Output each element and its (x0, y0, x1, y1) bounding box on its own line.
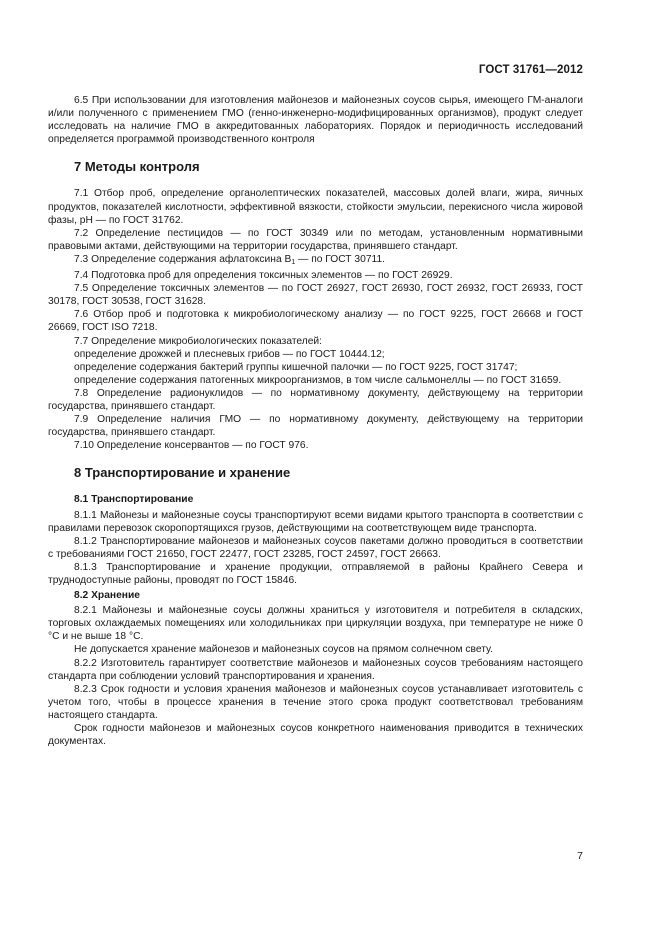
section-8-heading: 8 Транспортирование и хранение (74, 465, 291, 481)
paragraph-7-7-yeasts: определение дрожжей и плесневых грибов — по ГОСТ 10444.12; (74, 348, 385, 360)
paragraph-7-3-reference: — по ГОСТ 30711. (295, 253, 386, 265)
paragraph-8-1-2: 8.1.2 Транспортирование майонезов и майонезных соусов пакетами должно проводиться в соответствии с требованиями ГОСТ 21650, ГОСТ 22477, ГОСТ 23285, ГОСТ 24597, ГОСТ 26663. (48, 535, 583, 560)
paragraph-7-8: 7.8 Определение радионуклидов — по нормативному документу, действующему на территории государства, принявшего стандарт. (48, 387, 583, 412)
document-header: ГОСТ 31761—2012 (478, 64, 583, 76)
paragraph-7-3 (48, 253, 583, 269)
paragraph-7-5: 7.5 Определение токсичных элементов — по ГОСТ 26927, ГОСТ 26930, ГОСТ 26932, ГОСТ 26933, ГОСТ 30178, ГОСТ 30538, ГОСТ 31628. (48, 283, 583, 308)
paragraph-7-4: 7.4 Подготовка проб для определения токсичных элементов — по ГОСТ 26929. (74, 270, 453, 282)
subsection-8-2-heading: 8.2 Хранение (74, 590, 140, 602)
paragraph-7-7: 7.7 Определение микробиологических показателей: (74, 335, 323, 347)
document-body (48, 94, 583, 748)
paragraph-7-10: 7.10 Определение консервантов — по ГОСТ 976. (74, 440, 309, 452)
paragraph-7-2: 7.2 Определение пестицидов — по ГОСТ 30349 или по методам, установленным нормативными правовыми актами, действующими на территории государства, принявшего стандарт. (48, 227, 583, 252)
page-number: 7 (577, 850, 583, 862)
paragraph-7-9: 7.9 Определение наличия ГМО — по нормативному документу, действующему на территории государства, принявшего стандарт. (48, 414, 583, 439)
paragraph-7-3-text: 7.3 Определение содержания афлатоксина В (74, 253, 292, 265)
paragraph-8-2-3: 8.2.3 Срок годности и условия хранения майонезов и майонезных соусов устанавливает изготовитель с учетом того, чтобы в процессе хранения в течение этого срока продукт соответствовал требованиям настоящего стандарта. (48, 683, 583, 721)
paragraph-8-2-3-shelf-life: Срок годности майонезов и майонезных соусов конкретного наименования приводится в технических документах. (48, 723, 583, 748)
subsection-8-1-heading: 8.1 Транспортирование (74, 494, 194, 506)
paragraph-8-2-1: 8.2.1 Майонезы и майонезные соусы должны храниться у изготовителя и потребителя в складских, торговых охлаждаемых помещениях или холодильниках при циркуляции воздуха, при температуре не ниже 0 °С и не выше 18 °С. (48, 605, 583, 643)
paragraph-7-3-subscript: 1 (291, 258, 296, 266)
paragraph-7-6: 7.6 Отбор проб и подготовка к микробиологическому анализу — по ГОСТ 9225, ГОСТ 26668 и ГОСТ 26669, ГОСТ ISO 7218. (48, 309, 583, 334)
section-7-heading: 7 Методы контроля (74, 159, 200, 175)
paragraph-7-1: 7.1 Отбор проб, определение органолептических показателей, массовых долей влаги, жира, яичных продуктов, показателей кислотности, эффективной вязкости, стойкости эмульсии, перекисного числа жировой фазы, рН — по ГОСТ 31762. (48, 188, 583, 226)
paragraph-7-7-coliforms: определение содержания бактерий группы кишечной палочки — по ГОСТ 9225, ГОСТ 31747; (74, 361, 518, 373)
paragraph-8-2-2: 8.2.2 Изготовитель гарантирует соответствие майонезов и майонезных соусов требованиям настоящего стандарта при соблюдении условий транспортирования и хранения. (48, 657, 583, 682)
paragraph-7-7-pathogens: определение содержания патогенных микроорганизмов, в том числе сальмонеллы — по ГОСТ 31659. (74, 374, 562, 386)
paragraph-8-1-1: 8.1.1 Майонезы и майонезные соусы транспортируют всеми видами крытого транспорта в соответствии с правилами перевозок скоропортящихся грузов, действующими на соответствующем виде транспорта. (48, 509, 583, 534)
paragraph-6-5: 6.5 При использовании для изготовления майонезов и майонезных соусов сырья, имеющего ГМ-аналоги и/или полученного с применением ГМО (генно-инженерно-модифицированных организмов), продукт следует исследовать на наличие ГМО в аккредитованных лабораториях. Порядок и периодичность исследований определяется программой производственного контроля (48, 95, 583, 146)
paragraph-8-1-3: 8.1.3 Транспортирование и хранение продукции, отправляемой в районы Крайнего Севера и труднодоступные районы, проводят по ГОСТ 15846. (48, 561, 583, 586)
paragraph-8-2-1-sunlight: Не допускается хранение майонезов и майонезных соусов на прямом солнечном свету. (74, 644, 493, 656)
